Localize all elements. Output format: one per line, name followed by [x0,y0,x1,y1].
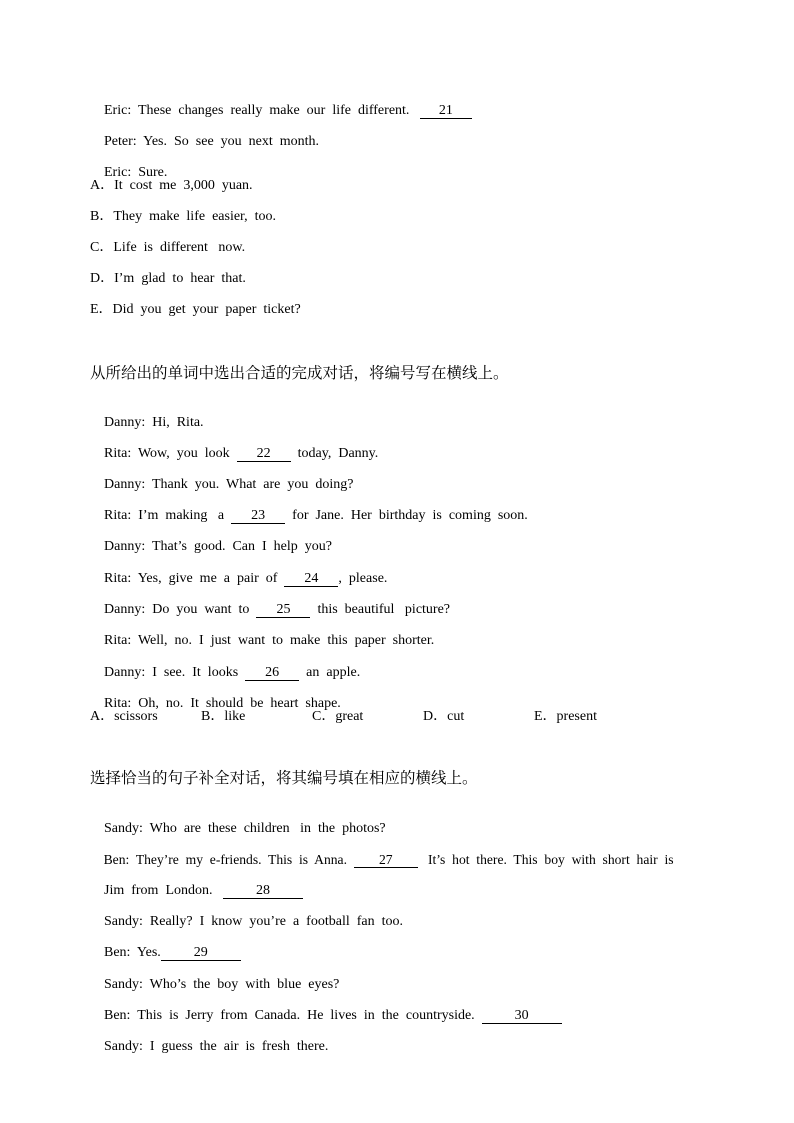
line-text: Sandy: I guess the air is fresh there. [104,1039,329,1054]
answer-blank[interactable]: 25 [256,602,310,618]
line-text: Rita: Yes, give me a pair of [104,571,285,586]
section-instruction: 从所给出的单词中选出合适的完成对话，将编号写在横线上。 [90,364,509,382]
line-text: It’s hot there. This boy with short hair is [417,852,674,867]
option-line: A．It cost me 3,000 yuan. [90,178,253,193]
line-text: an apple. [299,665,361,680]
line-text: Eric: These changes really make our life different. [104,103,420,118]
answer-blank[interactable]: 22 [237,446,291,462]
line-text: Sandy: Who’s the boy with blue eyes? [104,977,340,992]
option-a: A．scissors [90,709,158,724]
option-line: C．Life is different now. [90,240,246,255]
line-text: Danny: Do you want to [104,602,257,617]
answer-blank[interactable]: 21 [420,103,472,119]
answer-blank[interactable]: 29 [161,945,241,961]
line-text: this beautiful picture? [310,602,451,617]
option-line: D．I’m glad to hear that. [90,271,246,286]
line-text: Eric: Sure. [104,165,168,180]
option-c: C．great [312,709,364,724]
line-text: , please. [338,571,388,586]
answer-blank[interactable]: 28 [223,883,303,899]
option-e: E．present [534,709,597,724]
line-text: today, Danny. [290,446,379,461]
line-text: Jim from London. [104,883,223,898]
answer-blank[interactable]: 27 [354,852,418,868]
line-text: Rita: Wow, you look [104,446,237,461]
line-text: Ben: This is Jerry from Canada. He lives in the countryside. [104,1008,482,1023]
line-text: Ben: They’re my e-friends. This is Anna. [103,852,354,867]
line-text: Sandy: Who are these children in the photos? [104,821,386,836]
answer-blank[interactable]: 24 [284,571,338,587]
answer-blank[interactable]: 23 [231,508,285,524]
option-b: B．like [201,709,246,724]
line-text: Sandy: Really? I know you’re a football fan too. [104,914,403,929]
line-text: Danny: I see. It looks [104,665,246,680]
answer-blank[interactable]: 26 [245,665,299,681]
line-text: Danny: That’s good. Can I help you? [104,539,332,554]
dialogue-line [90,1020,328,1074]
line-text: Rita: Oh, no. It should be heart shape. [104,696,341,711]
option-d: D．cut [423,709,465,724]
line-text: for Jane. Her birthday is coming soon. [285,508,528,523]
line-text: Rita: I’m making a [104,508,232,523]
line-text: Danny: Thank you. What are you doing? [104,477,354,492]
line-text: Danny: Hi, Rita. [104,415,204,430]
line-text: Ben: Yes. [104,945,161,960]
answer-blank[interactable]: 30 [482,1008,562,1024]
option-line: B．They make life easier, too. [90,209,277,224]
option-line: E．Did you get your paper ticket? [90,302,301,317]
line-text: Peter: Yes. So see you next month. [104,134,320,149]
section-instruction: 选择恰当的句子补全对话，将其编号填在相应的横线上。 [90,769,478,787]
line-text: Rita: Well, no. I just want to make this paper shorter. [104,633,435,648]
